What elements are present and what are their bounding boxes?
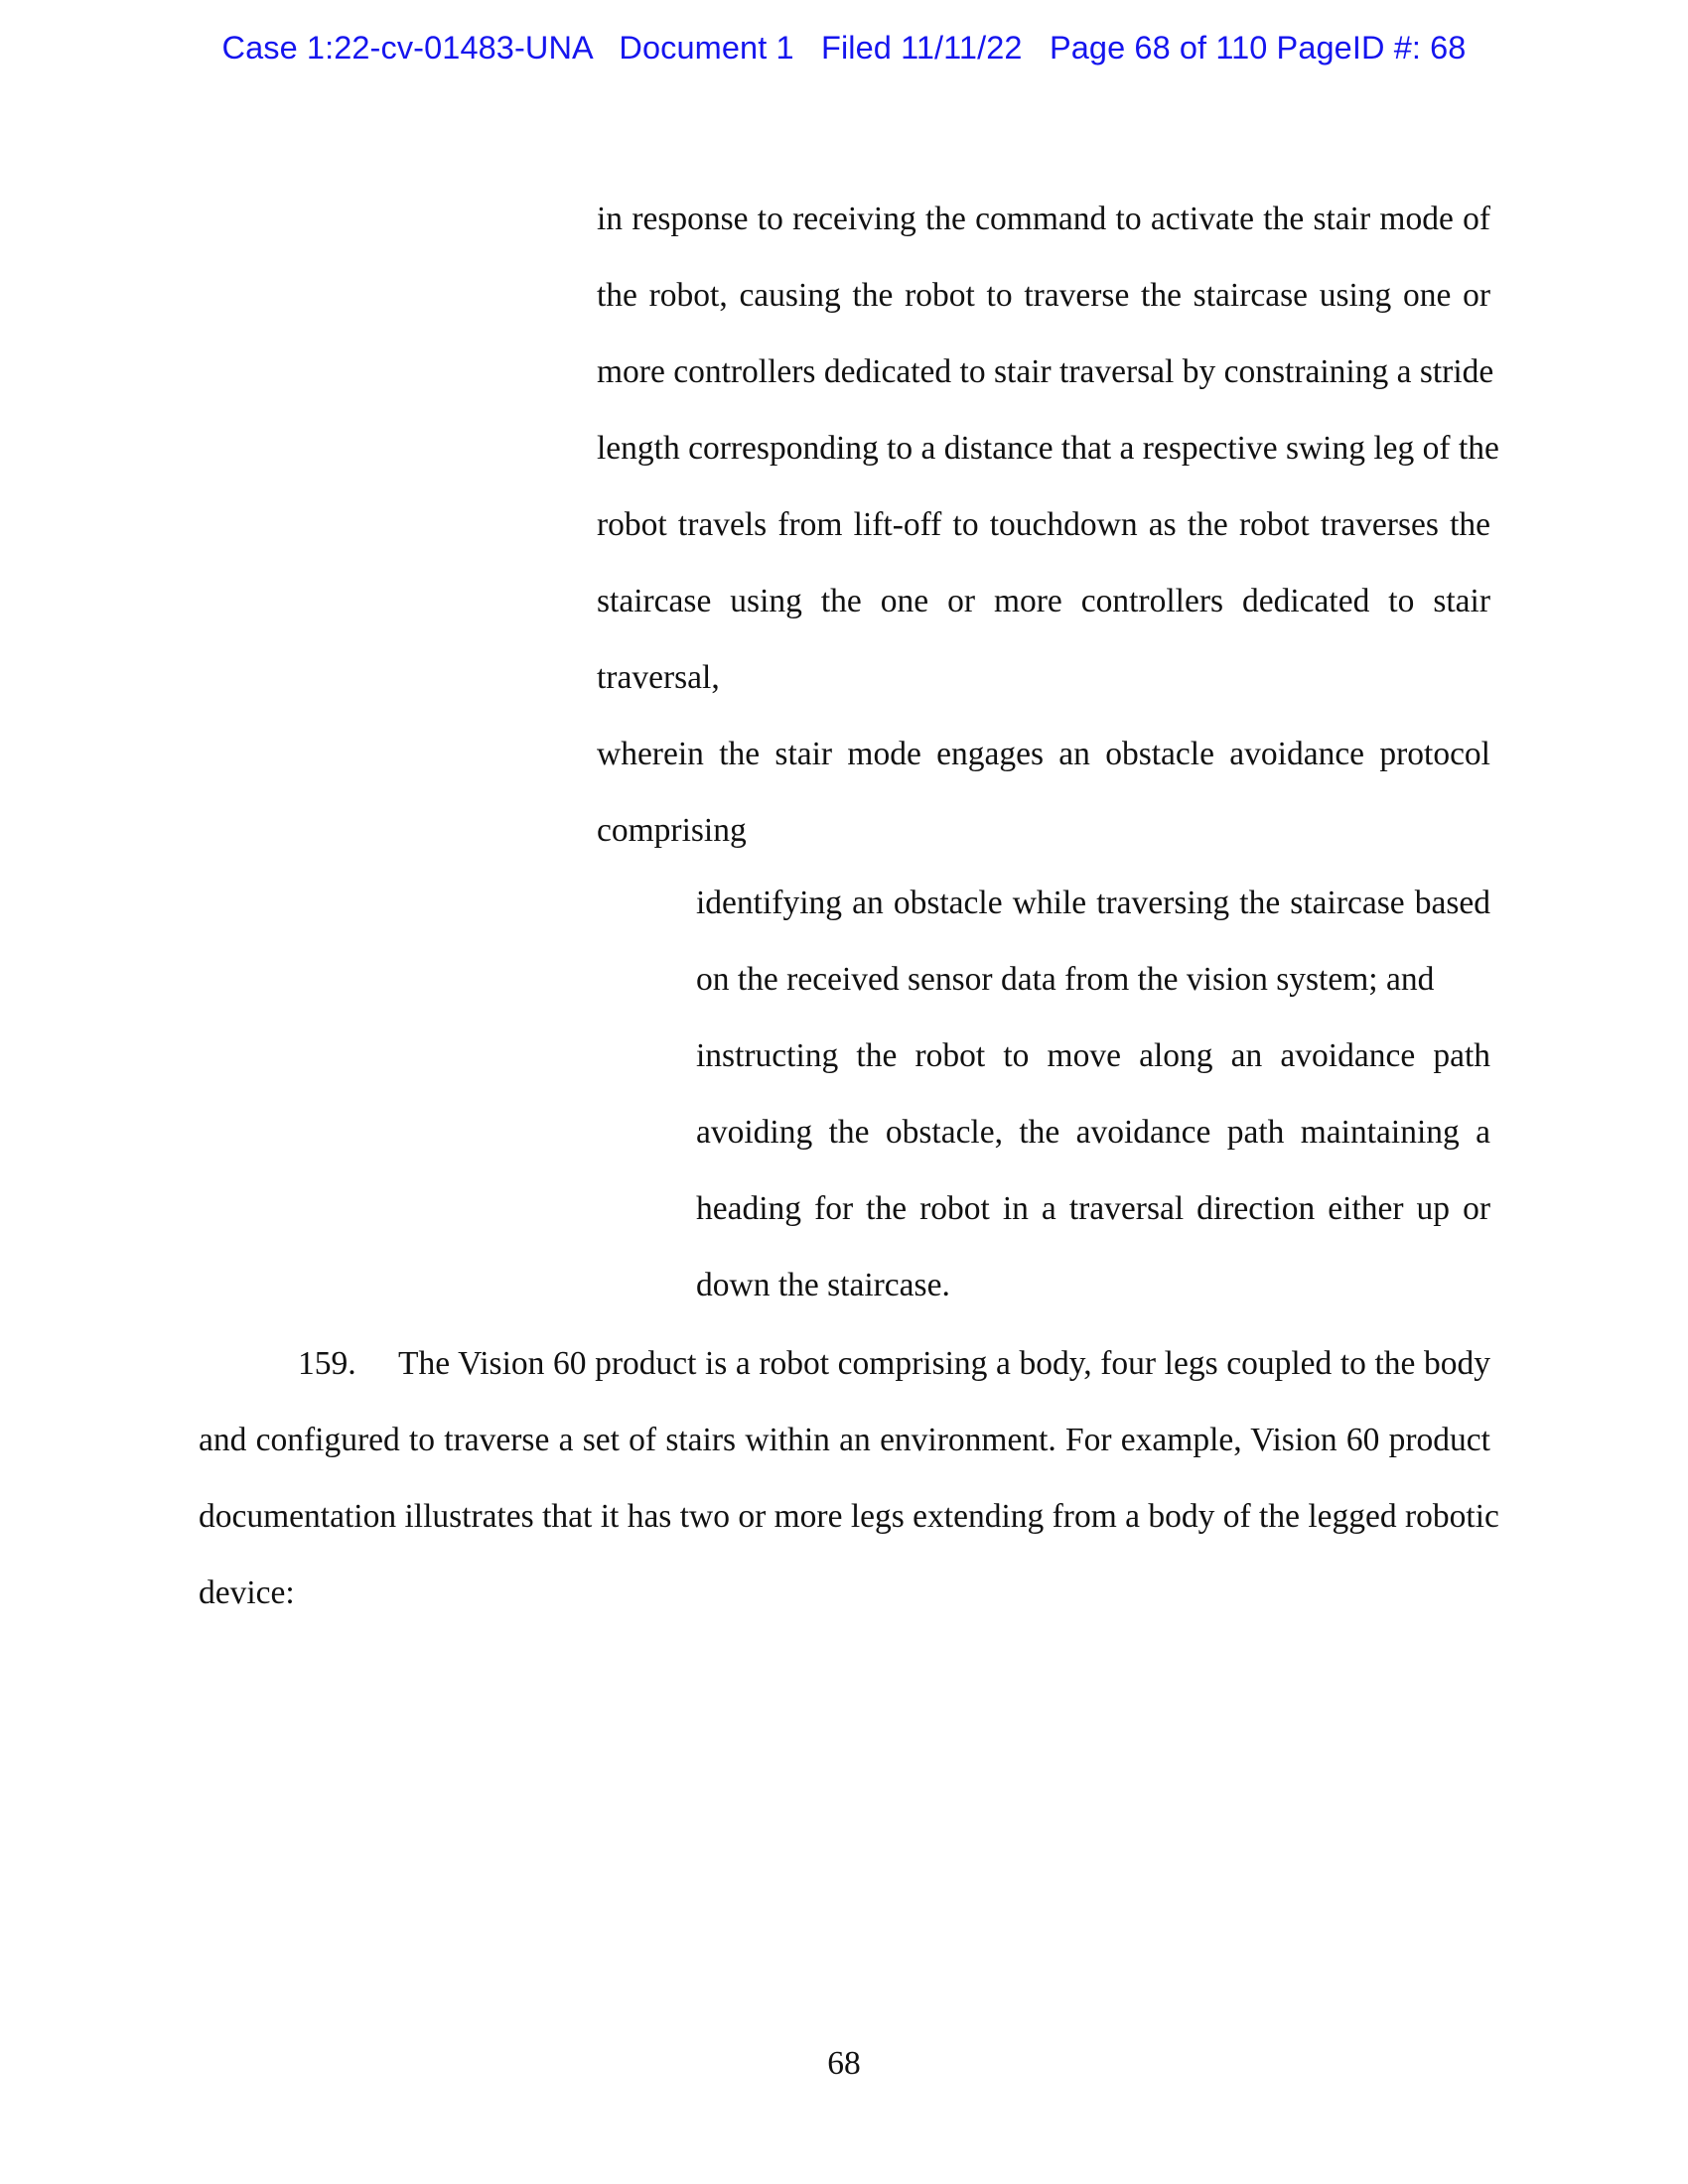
claim-sub-line: instructing the robot to move along an avoidance path [696, 1037, 1490, 1074]
page-number: 68 [827, 2045, 861, 2082]
claim-line: in response to receiving the command to activate the stair mode of [597, 201, 1490, 237]
paragraph-number: 159. [298, 1345, 356, 1382]
claim-text-block [597, 197, 1499, 885]
claim-sub-line: avoiding the obstacle, the avoidance path maintaining a [696, 1114, 1490, 1151]
case-header: Case 1:22-cv-01483-UNA Document 1 Filed 11/11/22 Page 68 of 110 PageID #: 68 [221, 30, 1467, 66]
paragraph-line: documentation illustrates that it has two or more legs extending from a body of the legged robotic [199, 1498, 1499, 1535]
claim-sub-block [696, 881, 1490, 1339]
claim-sub-line: on the received sensor data from the vision system; and [696, 961, 1435, 998]
claim-sub-line: down the staircase. [696, 1267, 950, 1303]
claim-line: the robot, causing the robot to traverse the staircase using one or [597, 277, 1490, 314]
paragraph-first-line [199, 1341, 1490, 1418]
claim-line: more controllers dedicated to stair traversal by constraining a stride [597, 353, 1494, 390]
paragraph-line: and configured to traverse a set of stairs within an environment. For example, Vision 60 product [199, 1422, 1490, 1458]
claim-line: staircase using the one or more controllers dedicated to stair [597, 583, 1490, 619]
claim-line: length corresponding to a distance that a respective swing leg of the [597, 430, 1499, 467]
paragraph-159 [199, 1341, 1499, 1647]
claim-sub-line: identifying an obstacle while traversing the staircase based [696, 885, 1490, 921]
paragraph-line: The Vision 60 product is a robot comprising a body, four legs coupled to the body [398, 1345, 1490, 1382]
claim-line: wherein the stair mode engages an obstacle avoidance protocol [597, 736, 1490, 772]
claim-line: robot travels from lift-off to touchdown as the robot traverses the [597, 506, 1490, 543]
claim-line: comprising [597, 812, 747, 849]
paragraph-line: device: [199, 1574, 295, 1611]
claim-sub-line: heading for the robot in a traversal direction either up or [696, 1190, 1490, 1227]
claim-line: traversal, [597, 659, 720, 696]
